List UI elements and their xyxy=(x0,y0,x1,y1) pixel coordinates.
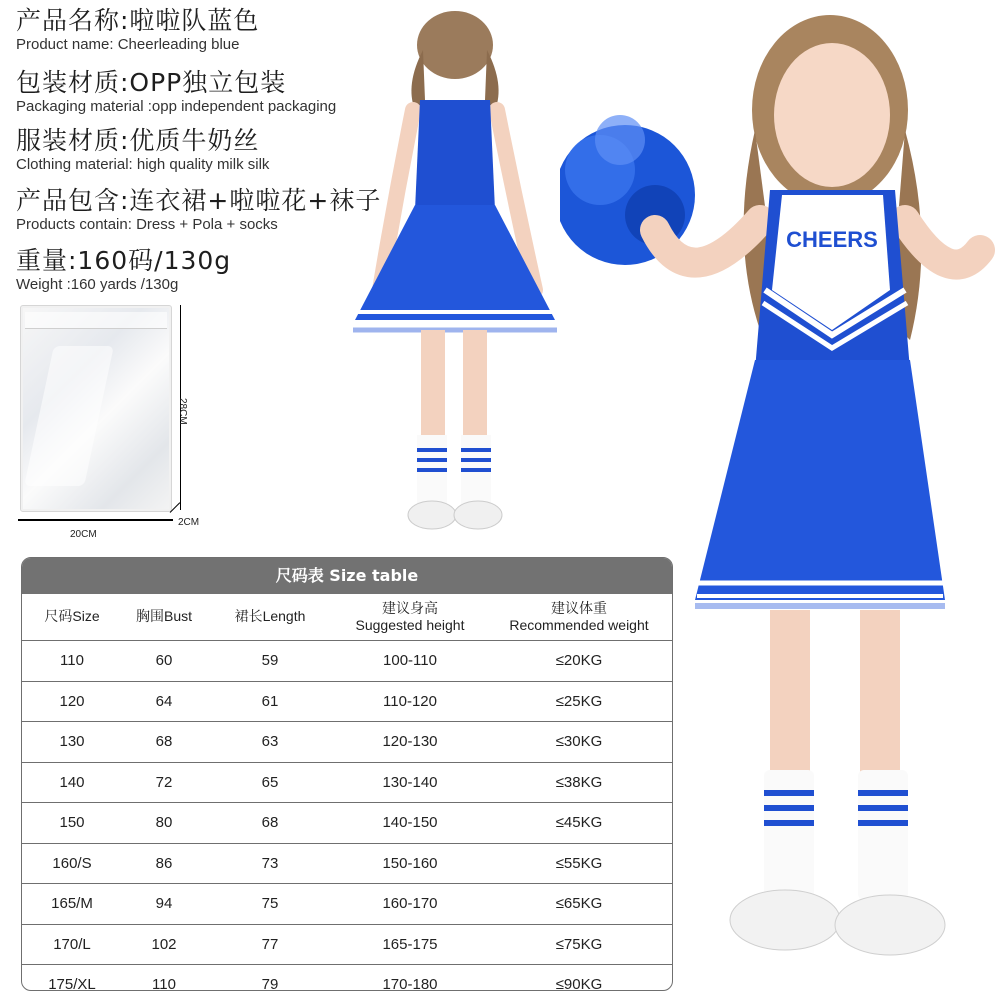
cell-bust: 86 xyxy=(122,843,206,884)
cell-height: 100-110 xyxy=(334,641,486,682)
packaging-bag-image xyxy=(20,305,172,512)
header-length xyxy=(206,594,334,641)
cell-length: 68 xyxy=(206,803,334,844)
spec-cn: 产品名称:啦啦队蓝色 xyxy=(16,6,260,35)
cell-bust: 60 xyxy=(122,641,206,682)
cell-length: 79 xyxy=(261,976,279,991)
header-weight xyxy=(486,594,672,641)
cell-weight: ≤30KG xyxy=(486,722,672,763)
cell-bust: 64 xyxy=(122,681,206,722)
header-bust xyxy=(122,594,206,641)
spec-cn: 包装材质:OPP独立包装 xyxy=(16,68,287,97)
cell-bust: 94 xyxy=(122,884,206,925)
spec-packaging xyxy=(16,70,336,114)
cell-length: 63 xyxy=(206,722,334,763)
cell-bust: 110 xyxy=(152,976,176,991)
cheers-text: CHEERS xyxy=(786,227,878,252)
cell-size: 150 xyxy=(22,803,122,844)
cell-length: 73 xyxy=(206,843,334,884)
cell-weight: ≤25KG xyxy=(486,681,672,722)
model-back-view-photo xyxy=(345,0,565,545)
spec-en: Weight :160 yards /130g xyxy=(16,276,179,293)
bag-sheen xyxy=(24,346,114,486)
table-row xyxy=(22,641,672,682)
spec-en: Product name: Cheerleading blue xyxy=(16,36,240,53)
spec-product-name xyxy=(16,8,259,52)
spec-en: Packaging material :opp independent packaging xyxy=(16,98,337,115)
cell-length: 65 xyxy=(206,762,334,803)
cell-size: 110 xyxy=(22,641,122,682)
cell-size: 170/L xyxy=(22,924,122,965)
header-cn: 建议体重 xyxy=(551,599,607,616)
header-en: Suggested height xyxy=(355,617,465,633)
spec-material xyxy=(16,128,269,172)
cell-height: 160-170 xyxy=(334,884,486,925)
cell-height: 110-120 xyxy=(334,681,486,722)
cell-height: 140-150 xyxy=(334,803,486,844)
cell-size: 140 xyxy=(22,762,122,803)
width-dimension-line xyxy=(18,519,173,521)
cell-weight: ≤90KG xyxy=(555,976,603,991)
cell-height: 130-140 xyxy=(334,762,486,803)
cell-weight: ≤45KG xyxy=(486,803,672,844)
spec-cn: 服装材质:优质牛奶丝 xyxy=(16,126,260,155)
cell-size: 175/XL xyxy=(48,976,96,991)
cell-height: 170-180 xyxy=(382,976,438,991)
table-row xyxy=(22,843,672,884)
depth-dimension-label: 2CM xyxy=(178,517,200,528)
header-cn: 建议身高 xyxy=(382,599,438,616)
spec-en: Clothing material: high quality milk silk xyxy=(16,156,270,173)
spec-weight xyxy=(16,248,231,292)
table-row xyxy=(22,924,672,965)
header-cn: 尺码Size xyxy=(44,608,100,625)
cell-bust: 80 xyxy=(122,803,206,844)
header-height xyxy=(334,594,486,641)
size-table xyxy=(21,557,673,991)
table-row xyxy=(22,762,672,803)
cell-weight: ≤55KG xyxy=(486,843,672,884)
header-cn: 胸围Bust xyxy=(135,608,192,625)
cell-size: 165/M xyxy=(22,884,122,925)
cell-height: 120-130 xyxy=(334,722,486,763)
table-row xyxy=(22,965,672,992)
spec-cn: 产品包含:连衣裙+啦啦花+袜子 xyxy=(16,186,382,215)
height-dimension-label: 28CM xyxy=(177,398,188,425)
spec-cn: 重量:160码/130g xyxy=(16,246,232,275)
cell-length: 59 xyxy=(206,641,334,682)
cell-size: 130 xyxy=(22,722,122,763)
size-table-header-row xyxy=(22,594,672,641)
bag-seal xyxy=(25,312,167,329)
table-row xyxy=(22,681,672,722)
cell-weight: ≤20KG xyxy=(486,641,672,682)
cell-height: 165-175 xyxy=(334,924,486,965)
table-row xyxy=(22,722,672,763)
cell-bust: 68 xyxy=(122,722,206,763)
spec-en: Products contain: Dress + Pola + socks xyxy=(16,216,278,233)
cell-bust: 72 xyxy=(122,762,206,803)
cell-bust: 102 xyxy=(122,924,206,965)
table-row xyxy=(22,884,672,925)
width-dimension-label: 20CM xyxy=(70,529,97,540)
size-table-title: 尺码表 Size table xyxy=(22,558,672,594)
cell-size: 160/S xyxy=(22,843,122,884)
cell-height: 150-160 xyxy=(334,843,486,884)
cell-weight: ≤38KG xyxy=(486,762,672,803)
spec-contents xyxy=(16,188,381,232)
cell-weight: ≤75KG xyxy=(486,924,672,965)
cell-weight: ≤65KG xyxy=(486,884,672,925)
table-row xyxy=(22,803,672,844)
header-cn: 裙长Length xyxy=(234,608,306,625)
header-en: Recommended weight xyxy=(509,617,649,633)
cell-length: 77 xyxy=(206,924,334,965)
cell-length: 61 xyxy=(206,681,334,722)
cell-size: 120 xyxy=(22,681,122,722)
header-size xyxy=(22,594,122,641)
cell-length: 75 xyxy=(206,884,334,925)
